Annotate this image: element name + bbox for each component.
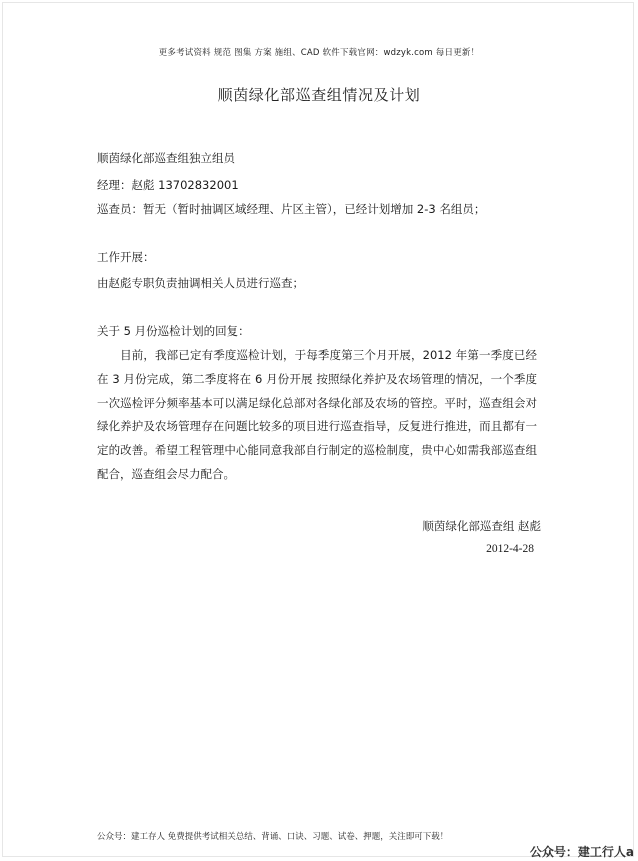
reply-heading: 关于 5 月份巡检计划的回复：	[97, 324, 250, 338]
header-note: 更多考试资料 规范 图集 方案 施组、CAD 软件下载官网：wdzyk.com 每日更新！	[158, 48, 480, 58]
footer-note: 公众号：建工存人 免费提供考试相关总结、背诵、口诀、习题、试卷、押题，关注即可下载！	[97, 832, 449, 842]
signature-date: 2012-4-28	[486, 543, 534, 555]
signature-org: 顺茵绿化部巡查组 赵彪	[422, 519, 541, 533]
manager-line: 经理：赵彪 13702832001	[97, 178, 239, 192]
work-heading: 工作开展：	[97, 250, 155, 264]
work-body: 由赵彪专职负责抽调相关人员进行巡查；	[97, 276, 304, 290]
document-title: 顺茵绿化部巡查组情况及计划	[217, 86, 421, 104]
reply-paragraph	[97, 344, 537, 487]
org-line: 顺茵绿化部巡查组独立组员	[97, 151, 235, 165]
watermark: 公众号：建工行人a	[529, 845, 634, 859]
inspectors-line: 巡查员：暂无（暂时抽调区域经理、片区主管），已经计划增加 2-3 名组员；	[97, 202, 486, 216]
reply-paragraph-text: 目前，我部已定有季度巡检计划，于每季度第三个月开展，2012 年第一季度已经在 3 月份完成，第二季度将在 6 月份开展 按照绿化养护及农场管理的情况，一个季度一次巡检评分频率基本可以满足绿化总部对各绿化部及农场的管控。平时，巡查组会对绿化养护及农场管理存在问题比较多的项目进行巡查指导，反复进行推进，而且都有一定的改善。希望工程管理中心能同意我部自行制定的巡检制度，贵中心如需我部巡查组配合，巡查组会尽力配合。	[97, 348, 537, 481]
